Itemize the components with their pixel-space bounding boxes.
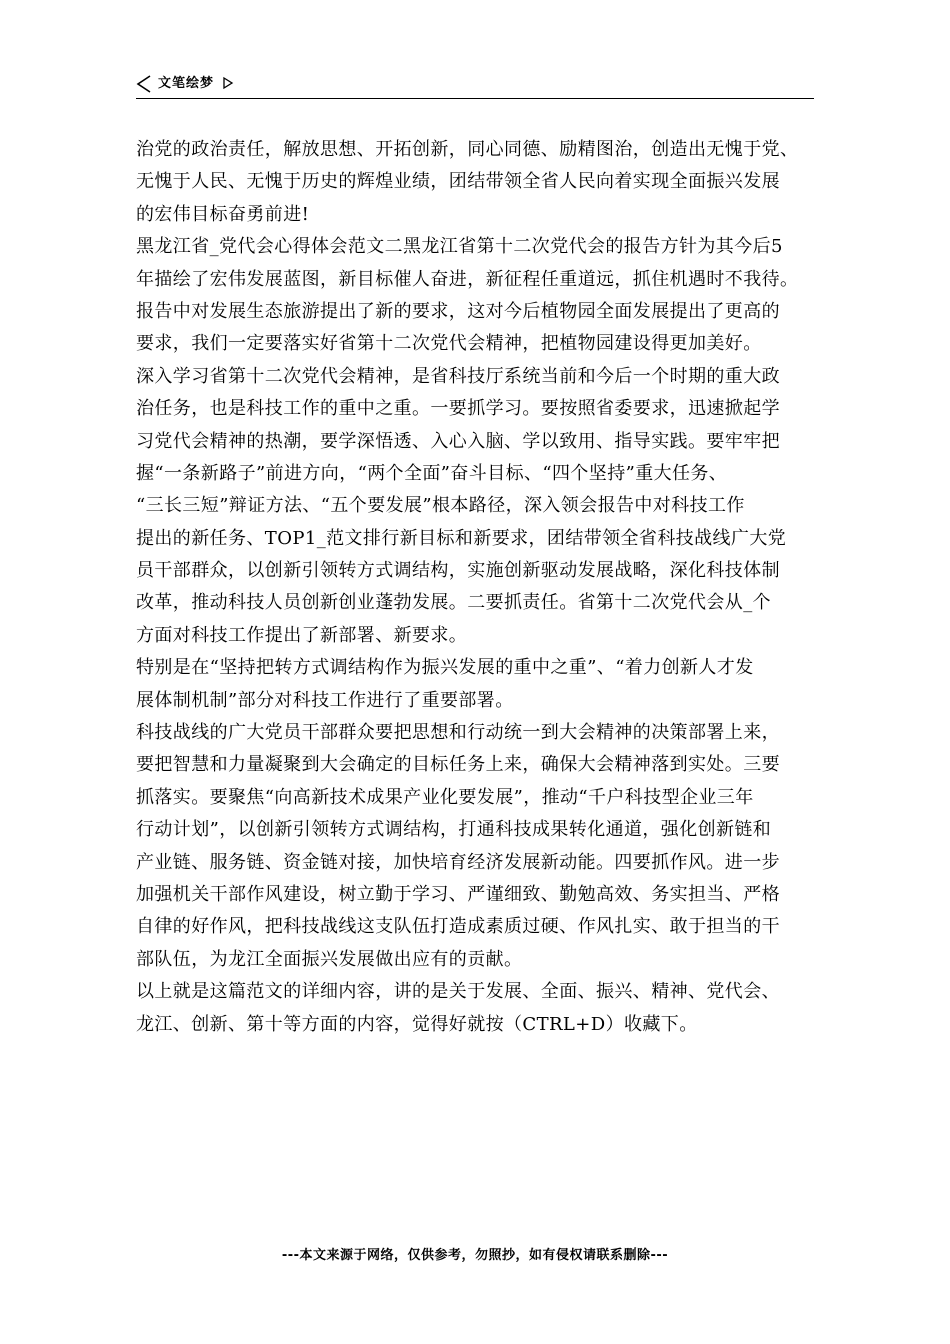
body-text-line: 特别是在“坚持把转方式调结构作为振兴发展的重中之重”、“着力创新人才发 <box>136 657 754 679</box>
body-text-line: 的宏伟目标奋勇前进! <box>136 203 310 225</box>
body-text-line: 行动计划”，以创新引领转方式调结构，打通科技成果转化通道，强化创新链和 <box>136 819 772 841</box>
body-text-line: 以上就是这篇范文的详细内容，讲的是关于发展、全面、振兴、精神、党代会、 <box>136 981 780 1003</box>
page-footer-disclaimer: ---本文来源于网络，仅供参考，勿照抄，如有侵权请联系删除--- <box>281 1248 669 1263</box>
left-triangle-arrow-icon <box>136 75 152 93</box>
body-text-line: 无愧于人民、无愧于历史的辉煌业绩，团结带领全省人民向着实现全面振兴发展 <box>136 171 780 193</box>
body-text-line: 员干部群众，以创新引领转方式调结构，实施创新驱动发展战略，深化科技体制 <box>136 560 780 582</box>
body-text-line: 治党的政治责任，解放思想、开拓创新，同心同德、励精图治，创造出无愧于党、 <box>136 139 799 160</box>
body-text-line: 产业链、服务链、资金链对接，加快培育经济发展新动能。四要抓作风。进一步 <box>136 851 780 873</box>
body-text-line: 自律的好作风，把科技战线这支队伍打造成素质过硬、作风扎实、敢于担当的干 <box>136 916 780 938</box>
body-text-line: “三长三短”辩证方法、“五个要发展”根本路径，深入领会报告中对科技工作 <box>136 495 745 517</box>
body-text-line: 改革，推动科技人员创新创业蓬勃发展。二要抓责任。省第十二次党代会从_个 <box>136 592 771 614</box>
header-title: 文笔绘梦 <box>158 76 215 91</box>
body-text-line: 抓落实。要聚焦“向高新技术成果产业化要发展”，推动“千户科技型企业三年 <box>136 786 754 808</box>
body-text-line: 加强机关干部作风建设，树立勤于学习、严谨细致、勤勉高效、务实担当、严格 <box>136 883 780 905</box>
body-text-line: 展体制机制”部分对科技工作进行了重要部署。 <box>136 689 514 711</box>
body-text-line: 年描绘了宏伟发展蓝图，新目标催人奋进，新征程任重道远，抓住机遇时不我待。 <box>136 268 799 290</box>
body-text-line: 要把智慧和力量凝聚到大会确定的目标任务上来，确保大会精神落到实处。三要 <box>136 754 780 776</box>
right-triangle-arrow-icon <box>222 76 234 90</box>
body-text-line: 部队伍，为龙江全面振兴发展做出应有的贡献。 <box>136 948 523 970</box>
body-text-line: 方面对科技工作提出了新部署、新要求。 <box>136 624 468 646</box>
body-text-line: 黑龙江省_党代会心得体会范文二黑龙江省第十二次党代会的报告方针为其今后5 <box>136 236 783 258</box>
document-body <box>136 134 826 1041</box>
body-text-line: 报告中对发展生态旅游提出了新的要求，这对今后植物园全面发展提出了更高的 <box>136 300 780 322</box>
body-text-line: 握“一条新路子”前进方向，“两个全面”奋斗目标、“四个坚持”重大任务、 <box>136 462 728 484</box>
body-text-line: 治任务，也是科技工作的重中之重。一要抓学习。要按照省委要求，迅速掀起学 <box>136 398 780 420</box>
body-text-line: 科技战线的广大党员干部群众要把思想和行动统一到大会精神的决策部署上来， <box>136 722 780 744</box>
body-text-line: 要求，我们一定要落实好省第十二次党代会精神，把植物园建设得更加美好。 <box>136 333 762 355</box>
body-text-line: 深入学习省第十二次党代会精神，是省科技厅系统当前和今后一个时期的重大政 <box>136 365 780 387</box>
body-text-line: 提出的新任务、TOP1_范文排行新目标和新要求，团结带领全省科技战线广大党 <box>136 527 787 549</box>
body-text-line: 习党代会精神的热潮，要学深悟透、入心入脑、学以致用、指导实践。要牢牢把 <box>136 430 780 452</box>
body-text-line: 龙江、创新、第十等方面的内容，觉得好就按（CTRL+D）收藏下。 <box>136 1013 698 1035</box>
page-header <box>136 72 814 99</box>
